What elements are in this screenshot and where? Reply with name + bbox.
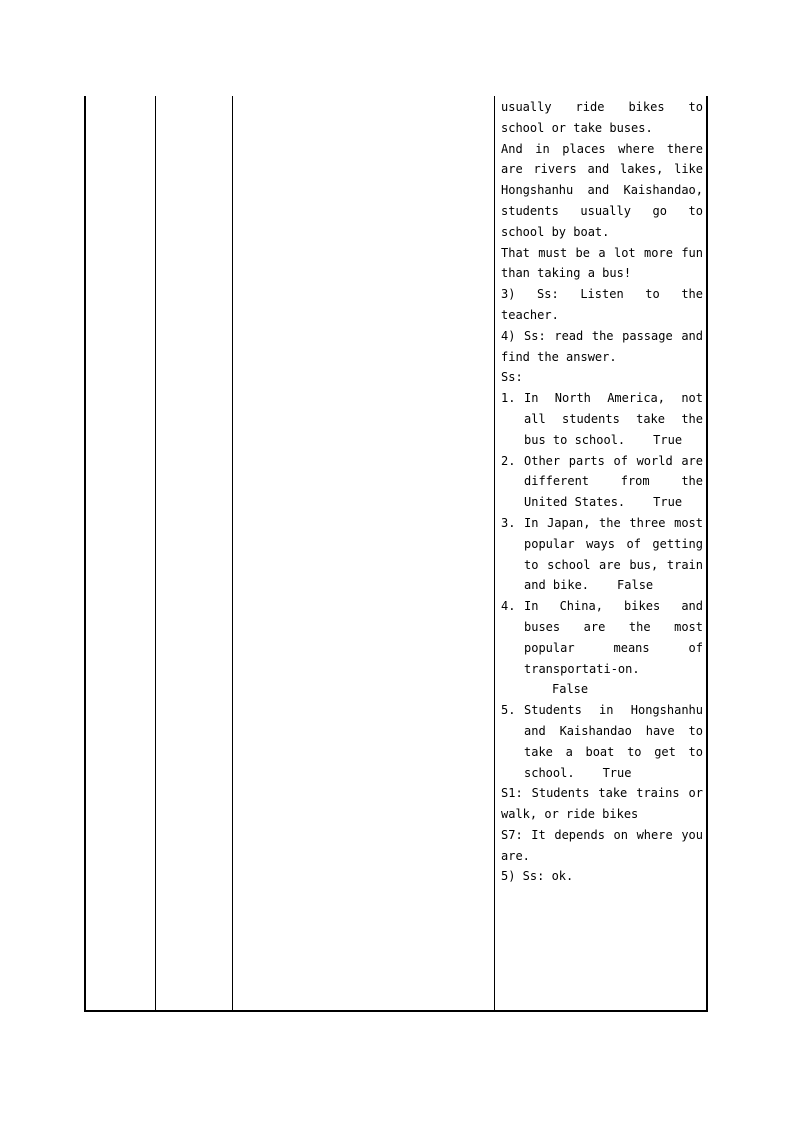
intro-line: usually ride bikes to school or take buses. bbox=[501, 100, 703, 135]
answer-number: 4. bbox=[501, 599, 516, 614]
answer-text: Other parts of world are different from the United States. bbox=[524, 453, 703, 510]
column-divider-3 bbox=[494, 96, 495, 1012]
step-5: 5) Ss: ok. bbox=[501, 869, 574, 884]
answer-result: True bbox=[653, 432, 683, 447]
answer-number: 5. bbox=[501, 703, 516, 718]
ss-label: Ss: bbox=[501, 370, 523, 385]
answer-item bbox=[501, 700, 703, 783]
student-activity-cell bbox=[501, 97, 703, 887]
column-divider-2 bbox=[232, 96, 233, 1012]
answer-text: Students in Hongshanhu and Kaishandao have to take a boat to get to school. bbox=[524, 703, 703, 780]
answer-number: 3. bbox=[501, 515, 516, 530]
answer-text: In North America, not all students take the bus to school. bbox=[524, 391, 703, 447]
answer-item bbox=[501, 513, 703, 596]
answer-number: 1. bbox=[501, 391, 516, 406]
answer-result: False bbox=[552, 682, 589, 697]
answer-text: In Japan, the three most popular ways of getting to school are bus, train and bike. bbox=[524, 515, 703, 593]
answer-item bbox=[501, 388, 703, 450]
answer-number: 2. bbox=[501, 453, 516, 468]
step-4: 4) Ss: read the passage and find the answer. bbox=[501, 328, 703, 364]
answer-item bbox=[501, 596, 703, 700]
answer-result: False bbox=[617, 578, 654, 593]
step-3: 3) Ss: Listen to the teacher. bbox=[501, 287, 703, 322]
answer-item bbox=[501, 451, 703, 513]
column-divider-1 bbox=[155, 96, 156, 1012]
answer-result: True bbox=[653, 495, 683, 510]
intro-line: And in places where there are rivers and lakes, like Hongshanhu and Kaishandao, students usually go to school by boat. bbox=[501, 141, 703, 239]
answer-text: In China, bikes and buses are the most popular means of transportati-on. bbox=[524, 599, 703, 676]
intro-line: That must be a lot more fun than taking a bus! bbox=[501, 245, 703, 281]
student-reply: S1: Students take trains or walk, or ride bikes bbox=[501, 786, 703, 822]
student-reply: S7: It depends on where you are. bbox=[501, 827, 703, 863]
answer-result: True bbox=[602, 765, 632, 780]
